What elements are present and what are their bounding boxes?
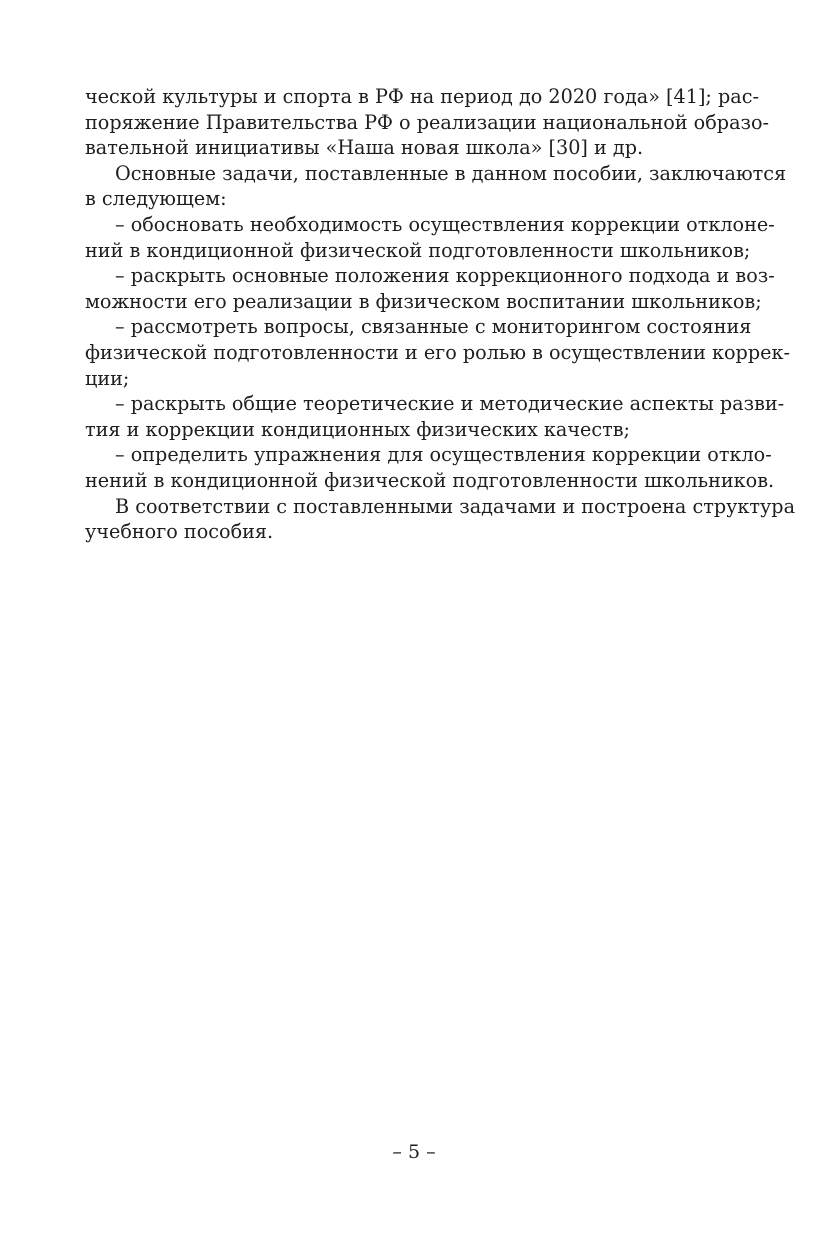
text-line: физической подготовленности и его ролью в осуществлении коррек- xyxy=(85,340,790,364)
text-line: тия и коррекции кондиционных физических качеств; xyxy=(85,417,630,441)
text-line: ческой культуры и спорта в РФ на период до 2020 года» [41]; рас- xyxy=(85,85,759,108)
text-line: Основные задачи, поставленные в данном пособии, заключаются xyxy=(115,161,787,185)
text-line: В соответствии с поставленными задачами и построена структура xyxy=(115,494,796,518)
list-item-task xyxy=(85,212,775,263)
list-item-task xyxy=(85,391,785,442)
text-line: – раскрыть общие теоретические и методические аспекты разви- xyxy=(115,392,785,416)
text-line: вательной инициативы «Наша новая школа» [30] и др. xyxy=(85,136,644,160)
page-body xyxy=(85,84,796,545)
list-item-task xyxy=(85,442,775,493)
text-line: в следующем: xyxy=(85,187,227,211)
text-line: ции; xyxy=(85,366,130,390)
text-line: можности его реализации в физическом воспитании школьников; xyxy=(85,289,762,313)
paragraph-structure xyxy=(85,494,796,545)
text-line: – определить упражнения для осуществления коррекции откло- xyxy=(115,443,772,467)
list-item-task xyxy=(85,263,775,314)
text-line: нений в кондиционной физической подготовленности школьников. xyxy=(85,468,775,492)
text-line: – раскрыть основные положения коррекционного подхода и воз- xyxy=(115,264,775,288)
paragraph-tasks-intro xyxy=(85,161,787,212)
list-item-task xyxy=(85,314,790,391)
text-line: учебного пособия. xyxy=(85,520,274,544)
paragraph-continuation xyxy=(85,84,770,161)
text-line: – рассмотреть вопросы, связанные с мониторингом состояния xyxy=(115,315,752,339)
text-line: – обосновать необходимость осуществления коррекции отклоне- xyxy=(115,212,775,236)
page-number: – 5 – xyxy=(392,1141,436,1163)
text-line: поряжение Правительства РФ о реализации национальной образо- xyxy=(85,110,770,134)
text-line: ний в кондиционной физической подготовленности школьников; xyxy=(85,238,751,262)
